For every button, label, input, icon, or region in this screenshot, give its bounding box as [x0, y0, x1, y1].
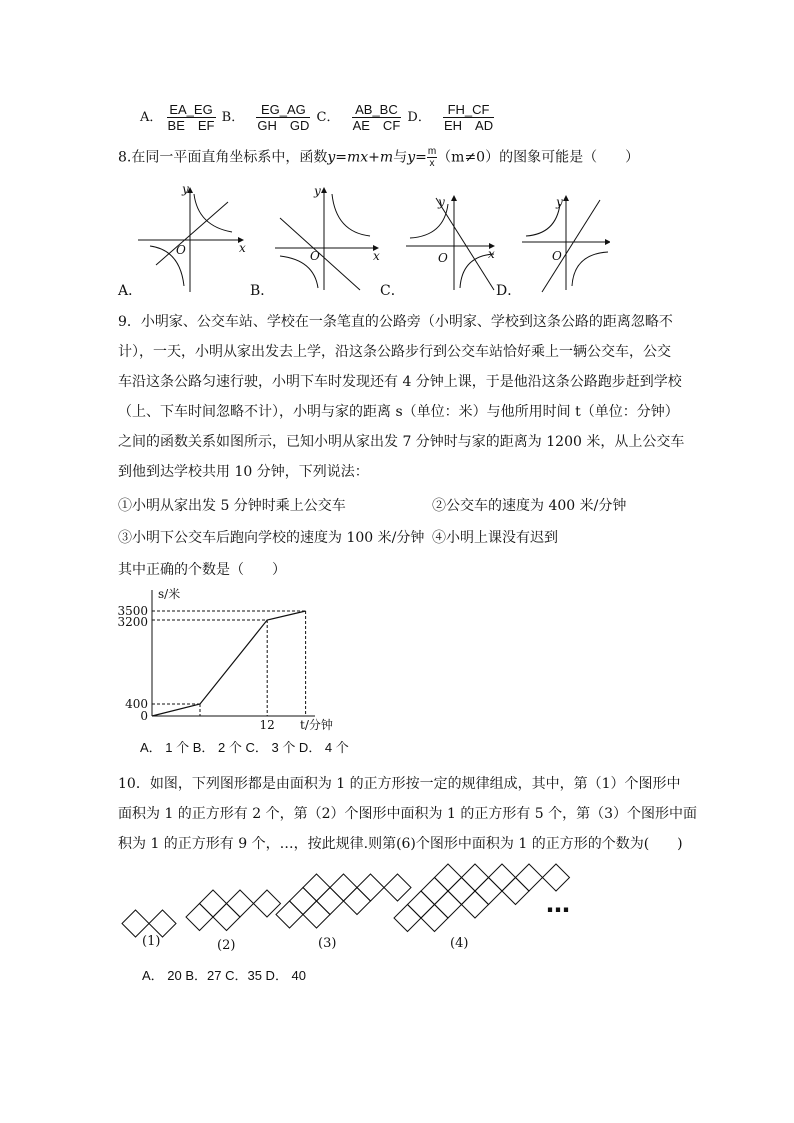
unit-square [448, 878, 475, 905]
q7-option-b-label: B． [221, 110, 245, 125]
q8-a-x-label: x [239, 241, 246, 255]
q9-line-2: 计），一天，小明从家出发去上学，沿这条公路步行到公交车站恰好乘上一辆公交车，公交 [118, 344, 671, 360]
q10-line-3: 积为 1 的正方形有 9 个，…，按此规律.则第(6)个图形中面积为 1 的正方形的个数为( ) [118, 836, 683, 852]
unit-square [408, 891, 435, 918]
unit-square [462, 864, 489, 891]
q7-option-c-fraction: $\frac{AB\_BC}{\text{AE CF}}$ [352, 102, 401, 133]
q10-fig-label-1: (1) [142, 934, 161, 949]
unit-square [149, 910, 176, 937]
q8-d-origin: O [552, 249, 562, 263]
q9-chart [110, 582, 350, 732]
unit-square [330, 874, 357, 901]
q10-figure-4 [394, 864, 570, 932]
chart-y-tick-label: 0 [140, 709, 148, 723]
q7-option-a-fraction: $\frac{EA\_EG}{\text{BE EF}}$ [167, 102, 215, 133]
q8-c-origin: O [438, 251, 448, 265]
q8-choice-d: D． [496, 283, 522, 299]
unit-square [421, 878, 448, 905]
unit-square [435, 864, 462, 891]
chart-y-tick-label: 3200 [117, 615, 148, 629]
q10-fig-label-4: (4) [450, 936, 469, 951]
q8-d-y-label: y [556, 195, 563, 209]
unit-square [384, 874, 411, 901]
q9-line-6: 到他到达学校共用 10 分钟，下列说法： [118, 464, 369, 480]
q8-b-y-label: y [314, 184, 321, 198]
q8-fraction: $\frac{m}{x}$ [427, 146, 437, 169]
q9-statement-4: ④小明上课没有迟到 [432, 530, 558, 546]
q9-statement-3: ③小明下公交车后跑向学校的速度为 100 米/分钟 [118, 530, 425, 546]
unit-square [186, 904, 213, 931]
q9-line-1: 9．小明家、公交车站、学校在一条笔直的公路旁（小明家、学校到这条公路的距离忽略不 [118, 314, 673, 330]
unit-square [344, 888, 371, 915]
q8-c-x-label: x [488, 247, 495, 261]
q8-graphs [110, 180, 610, 300]
q9-statement-1: ①小明从家出发 5 分钟时乘上公交车 [118, 498, 346, 514]
q8-choice-a: A． [118, 283, 143, 299]
q10-fig-label-3: (3) [318, 936, 337, 951]
unit-square [394, 905, 421, 932]
unit-square [200, 890, 227, 917]
chart-ylabel: s/米 [158, 587, 181, 601]
q9-ask: 其中正确的个数是（ ） [118, 562, 286, 578]
unit-square [435, 891, 462, 918]
unit-square [254, 890, 281, 917]
unit-square [317, 888, 344, 915]
q10-ellipsis: … [546, 890, 570, 918]
q7-option-d-fraction: $\frac{FH\_CF}{\text{EH AD}}$ [443, 102, 494, 133]
unit-square [276, 901, 303, 928]
unit-square [213, 904, 240, 931]
q8-a-origin: O [176, 243, 186, 257]
unit-square [543, 864, 570, 891]
q10-figure-2 [186, 890, 281, 931]
q8-b-x-label: x [373, 249, 380, 263]
q10-fig-label-2: (2) [217, 938, 236, 953]
unit-square [475, 878, 502, 905]
chart-x-tick-label: 12 [259, 718, 275, 732]
unit-square [502, 878, 529, 905]
chart-y-tick-label: 400 [125, 697, 148, 711]
q8-stem: 8.在同一平面直角坐标系中，函数y=mx+m与y= $\frac{m}{x}$ （m≠0）的图象可能是（ ） [118, 146, 640, 169]
unit-square [462, 891, 489, 918]
unit-square [303, 874, 330, 901]
q8-b-origin: O [310, 249, 320, 263]
q9-answers: A． 1 个 B． 2 个 C． 3 个 D． 4 个 [140, 740, 349, 755]
q10-figure-3 [276, 874, 411, 928]
unit-square [290, 888, 317, 915]
q9-line-3: 车沿这条公路匀速行驶，小明下车时发现还有 4 分钟上课，于是他沿这条公路跑步赶到学校 [118, 374, 682, 390]
q8-choice-c: C． [380, 283, 405, 299]
q8-graph-d [522, 195, 610, 292]
chart-y-tick-label: 3500 [117, 604, 148, 618]
unit-square [357, 874, 384, 901]
unit-square [489, 864, 516, 891]
q10-answers: A． 20 B．27 C．35 D． 40 [142, 968, 307, 983]
q8-graph-b [275, 184, 380, 290]
q7-option-d-label: D． [407, 110, 431, 125]
q10-figure-1 [122, 910, 176, 937]
unit-square [516, 864, 543, 891]
q8-choice-b: B． [250, 283, 275, 299]
q8-graph-a [138, 182, 246, 292]
unit-square [227, 890, 254, 917]
chart-series-line [152, 611, 306, 716]
q8-c-y-label: y [438, 195, 445, 209]
q7-option-c-label: C． [316, 110, 340, 125]
q9-line-4: （上、下车时间忽略不计），小明与家的距离 s（单位：米）与他所用时间 t（单位：分钟） [118, 404, 679, 420]
q10-figures [110, 858, 590, 958]
q9-statement-2: ②公交车的速度为 400 米/分钟 [432, 498, 627, 514]
q8-a-y-label: y [182, 182, 189, 196]
q7-option-a-label: A． [140, 110, 163, 125]
q9-line-5: 之间的函数关系如图所示，已知小明从家出发 7 分钟时与家的距离为 1200 米，从上公交车 [118, 434, 685, 450]
q10-line-1: 10．如图，下列图形都是由面积为 1 的正方形按一定的规律组成，其中，第（1）个图形中 [118, 776, 681, 792]
chart-xlabel: t/分钟 [300, 718, 333, 732]
q7-option-b-fraction: $\frac{EG\_AG}{\text{GH GD}}$ [257, 102, 310, 133]
unit-square [303, 901, 330, 928]
unit-square [421, 905, 448, 932]
q7-options [140, 100, 494, 136]
q10-line-2: 面积为 1 的正方形有 2 个，第（2）个图形中面积为 1 的正方形有 5 个，第（3）个图形中面 [118, 806, 698, 822]
unit-square [122, 910, 149, 937]
q8-graph-c [406, 195, 495, 290]
